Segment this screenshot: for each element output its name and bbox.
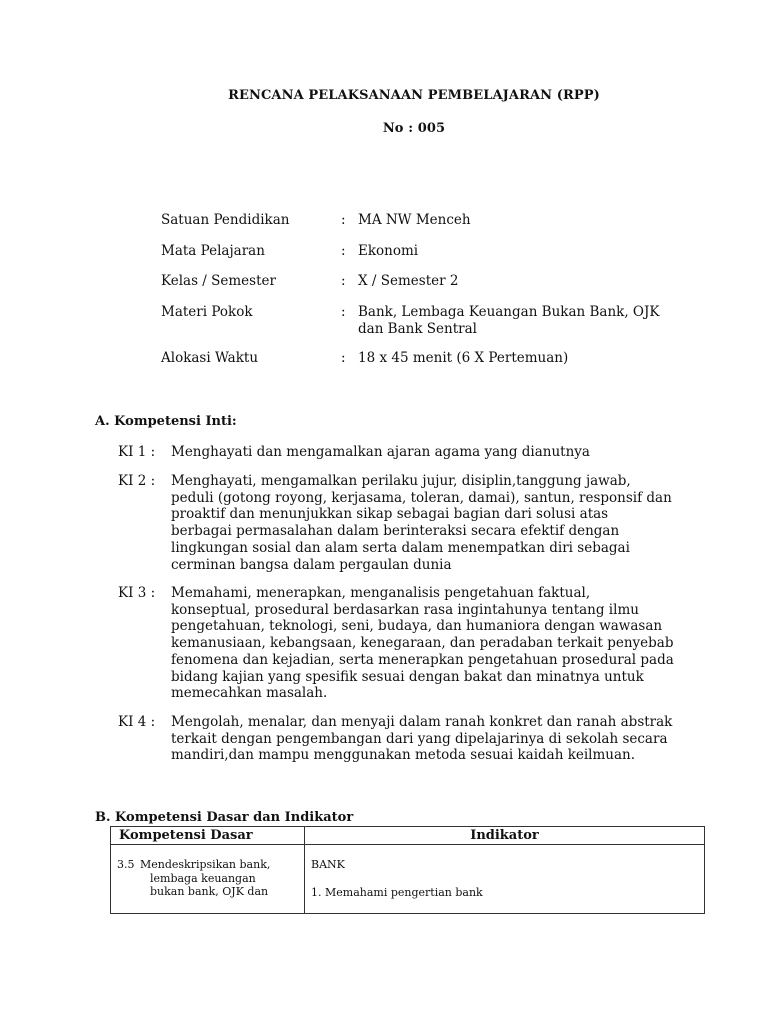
identity-value-class: X / Semester 2 (358, 273, 459, 289)
identity-label-topic: Materi Pokok (161, 304, 253, 320)
document-title: RENCANA PELAKSANAAN PEMBELAJARAN (RPP) (228, 88, 600, 103)
table-header-row (111, 827, 705, 845)
indicator-cell (305, 845, 705, 914)
identity-label-school: Satuan Pendidikan (161, 212, 290, 228)
kd-line: lembaga keuangan (150, 871, 256, 885)
identity-value-topic: Bank, Lembaga Keuangan Bukan Bank, OJK dan Bank Sentral (358, 304, 660, 337)
ki-1-text: Menghayati dan mengamalkan ajaran agama yang dianutnya (171, 444, 590, 460)
identity-colon: : (341, 212, 346, 228)
indicator-column-header: Indikator (305, 827, 705, 845)
ki-4-text: Mengolah, menalar, dan menyaji dalam ranah konkret dan ranah abstrak terkait dengan pengembangan dari yang dipelajarinya di sekolah secara mandiri,dan mampu menggunakan metoda sesuai kaidah keilmuan. (171, 714, 673, 764)
ki-1-label: KI 1 : (118, 444, 156, 460)
identity-value-time: 18 x 45 menit (6 X Pertemuan) (358, 350, 569, 366)
ki-2-label: KI 2 : (118, 473, 156, 489)
identity-label-class: Kelas / Semester (161, 273, 276, 289)
table-row (111, 845, 705, 914)
identity-colon: : (341, 350, 346, 366)
kd-cell (111, 845, 305, 914)
kd-number: 3.5 (117, 858, 135, 871)
identity-value-school: MA NW Menceh (358, 212, 471, 228)
kd-line: Mendeskripsikan bank, (140, 858, 271, 871)
indicator-title: BANK (311, 858, 345, 871)
ki-4-label: KI 4 : (118, 714, 156, 730)
section-b-heading: B. Kompetensi Dasar dan Indikator (95, 810, 354, 825)
ki-2-text: Menghayati, mengamalkan perilaku jujur, disiplin,tanggung jawab, peduli (gotong royong, kerjasama, toleran, damai), santun, responsif dan proaktif dan menunjukkan sikap sebagai bagian dari solusi atas berbagai permasalahan dalam berinteraksi secara efektif dengan lingkungan sosial dan alam serta dalam menempatkan diri sebagai cerminan bangsa dalam pergaulan dunia (171, 473, 672, 573)
identity-colon: : (341, 273, 346, 289)
identity-label-time: Alokasi Waktu (161, 350, 259, 366)
identity-colon: : (341, 304, 346, 320)
kd-line: bukan bank, OJK dan (150, 885, 269, 898)
section-a-heading: A. Kompetensi Inti: (95, 414, 237, 429)
identity-value-subject: Ekonomi (358, 243, 419, 259)
ki-3-text: Memahami, menerapkan, menganalisis pengetahuan faktual, konseptual, prosedural berdasarkan rasa ingintahunya tentang ilmu pengetahuan, teknologi, seni, budaya, dan humaniora dengan wawasan kemanusiaan, kebangsaan, kenegaraan, dan peradaban terkait penyebab fenomena dan kejadian, serta menerapkan pengetahuan prosedural pada bidang kajian yang spesifik sesuai dengan bakat dan minatnya untuk memecahkan masalah. (171, 585, 674, 702)
identity-colon: : (341, 243, 346, 259)
identity-label-subject: Mata Pelajaran (161, 243, 265, 259)
document-number: No : 005 (382, 121, 446, 136)
ki-3-label: KI 3 : (118, 585, 156, 601)
kd-column-header: Kompetensi Dasar (111, 827, 305, 845)
indicator-item: 1. Memahami pengertian bank (311, 885, 483, 899)
kd-indicator-table (110, 826, 705, 914)
